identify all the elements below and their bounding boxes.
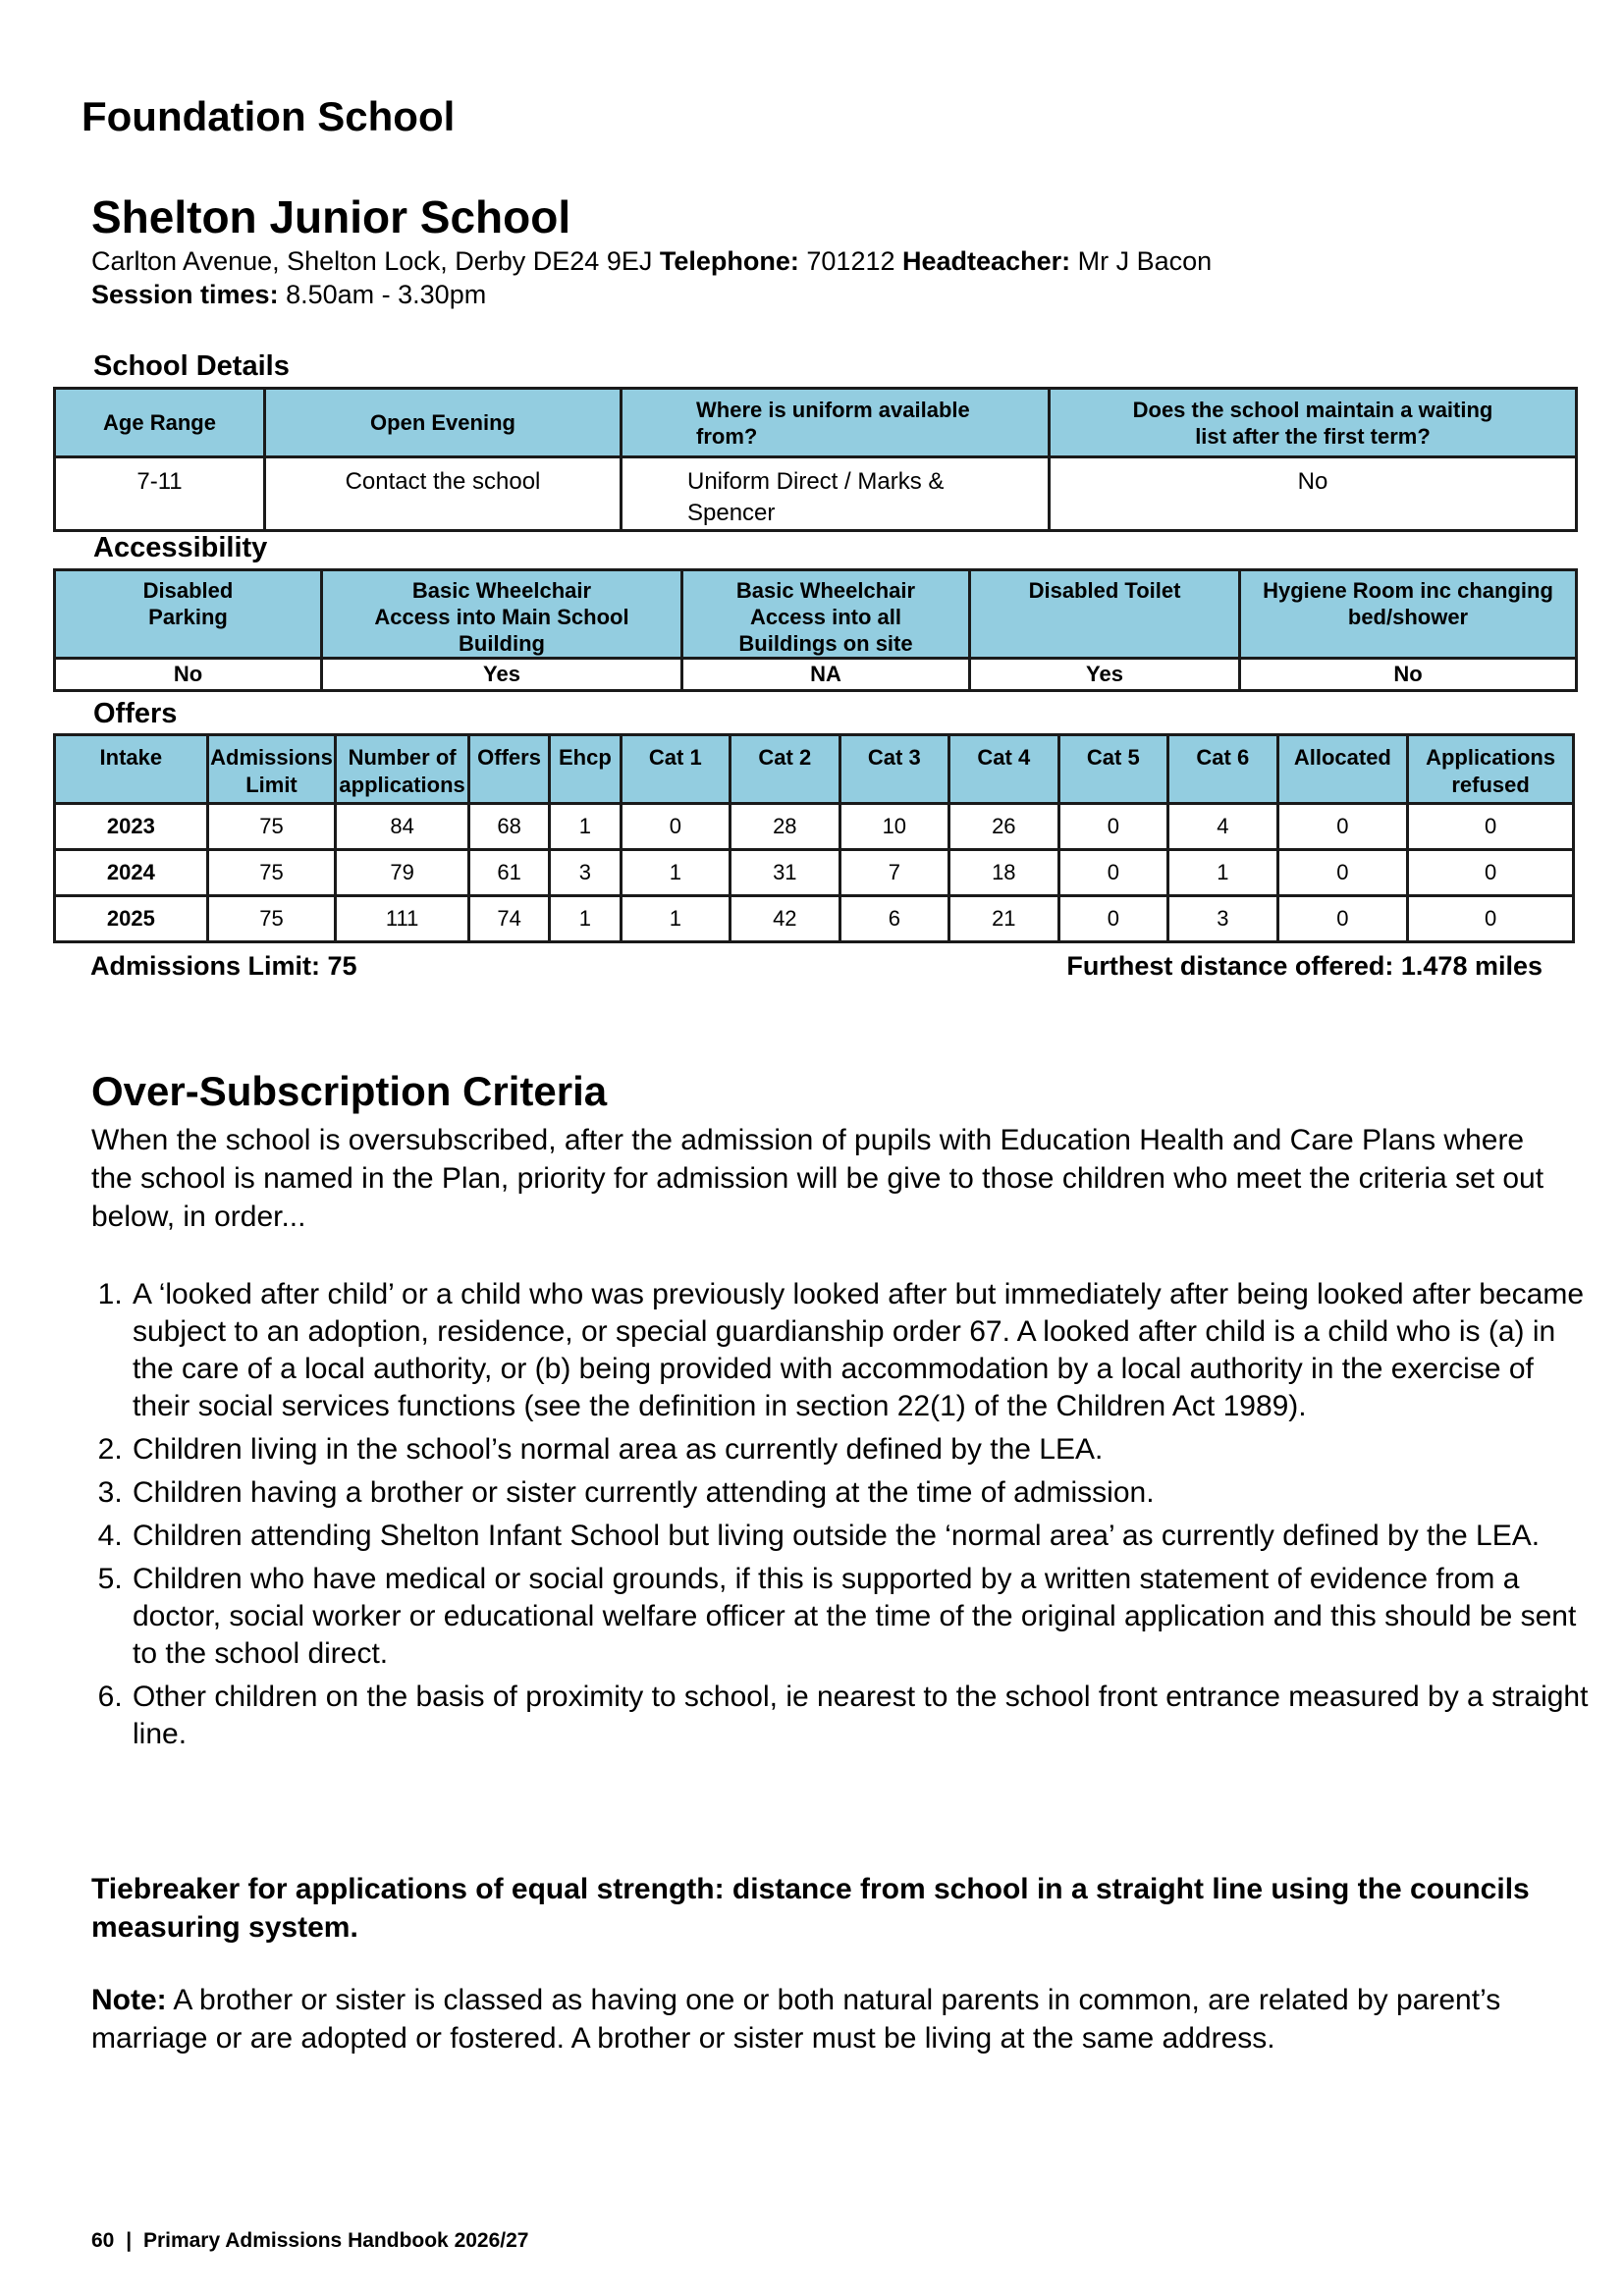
- page-header: Foundation School: [81, 93, 456, 139]
- accessibility-value: Yes: [322, 659, 682, 691]
- session-label: Session times:: [91, 280, 279, 309]
- offers-cell: 10: [839, 804, 949, 850]
- offers-header: Cat 2: [731, 735, 840, 804]
- offers-cell: 79: [336, 850, 469, 896]
- offers-table: [53, 733, 1575, 943]
- accessibility-table: [53, 568, 1578, 692]
- offers-cell: 28: [731, 804, 840, 850]
- offers-cell: 75: [207, 804, 336, 850]
- offers-cell: 0: [1058, 896, 1168, 942]
- accessibility-header: Disabled Toilet: [970, 570, 1240, 659]
- offers-cell: 3: [550, 850, 621, 896]
- offers-header: Allocated: [1277, 735, 1408, 804]
- offers-cell: 1: [621, 850, 731, 896]
- offers-header: Applications refused: [1408, 735, 1574, 804]
- offers-cell: 0: [1277, 850, 1408, 896]
- offers-cell: 0: [621, 804, 731, 850]
- offers-cell: 84: [336, 804, 469, 850]
- headteacher-value: Mr J Bacon: [1077, 246, 1213, 276]
- offers-cell: 0: [1408, 896, 1574, 942]
- note-paragraph: [91, 1981, 1554, 2057]
- offers-cell: 75: [207, 850, 336, 896]
- offers-cell: 2025: [55, 896, 208, 942]
- offers-row: [55, 896, 1574, 942]
- details-value: Contact the school: [265, 457, 622, 531]
- admissions-limit: Admissions Limit: 75: [90, 951, 357, 981]
- details-header: Does the school maintain a waiting list after the first term?: [1050, 389, 1577, 457]
- details-value: 7-11: [55, 457, 265, 531]
- criteria-intro: When the school is oversubscribed, after the admission of pupils with Education Health and Care Plans where the school is named in the Plan, priority for admission will be give to those children who meet the criteria set out below, in order...: [91, 1124, 1544, 1233]
- offers-cell: 0: [1058, 850, 1168, 896]
- details-header: Open Evening: [265, 389, 622, 457]
- school-name: Shelton Junior School: [91, 191, 571, 242]
- details-title: School Details: [93, 350, 290, 382]
- offers-header: Cat 1: [621, 735, 731, 804]
- offers-cell: 26: [949, 804, 1059, 850]
- note-label: Note:: [91, 1984, 167, 2016]
- telephone-value: 701212: [806, 246, 895, 276]
- accessibility-value: No: [55, 659, 322, 691]
- offers-cell: 0: [1408, 850, 1574, 896]
- offers-header: Cat 6: [1168, 735, 1278, 804]
- offers-cell: 1: [1168, 850, 1278, 896]
- offers-cell: 18: [949, 850, 1059, 896]
- accessibility-value: Yes: [970, 659, 1240, 691]
- offers-cell: 75: [207, 896, 336, 942]
- offers-cell: 0: [1408, 804, 1574, 850]
- offers-header: Cat 4: [949, 735, 1059, 804]
- offers-cell: 74: [468, 896, 549, 942]
- offers-cell: 0: [1277, 896, 1408, 942]
- headteacher-label: Headteacher:: [902, 246, 1071, 276]
- session-value: 8.50am - 3.30pm: [286, 280, 487, 309]
- offers-cell: 6: [839, 896, 949, 942]
- offers-cell: 1: [550, 896, 621, 942]
- offers-cell: 31: [731, 850, 840, 896]
- criteria-list: [91, 1276, 1594, 1759]
- offers-cell: 1: [621, 896, 731, 942]
- footer-separator: |: [126, 2229, 133, 2252]
- offers-row: [55, 850, 1574, 896]
- details-value: No: [1050, 457, 1577, 531]
- offers-cell: 1: [550, 804, 621, 850]
- school-contact: [91, 244, 1564, 311]
- page-footer: [91, 2229, 528, 2253]
- accessibility-value: NA: [682, 659, 970, 691]
- offers-header: Intake: [55, 735, 208, 804]
- criteria-item: 2. Children living in the school’s normal area as currently defined by the LEA.: [131, 1431, 1594, 1468]
- note-text: A brother or sister is classed as having one or both natural parents in common, are related by parent’s marriage or are adopted or fostered. A brother or sister must be living at the same address.: [91, 1984, 1501, 2055]
- accessibility-value: No: [1240, 659, 1577, 691]
- offers-cell: 42: [731, 896, 840, 942]
- offers-cell: 21: [949, 896, 1059, 942]
- offers-header: Number of applications: [336, 735, 469, 804]
- criteria-item: 4. Children attending Shelton Infant School but living outside the ‘normal area’ as currently defined by the LEA.: [131, 1518, 1594, 1555]
- offers-cell: 2023: [55, 804, 208, 850]
- details-header: Where is uniform available from?: [622, 389, 1050, 457]
- page-number: 60: [91, 2229, 115, 2252]
- accessibility-header: Disabled Parking: [55, 570, 322, 659]
- offers-cell: 0: [1277, 804, 1408, 850]
- accessibility-title: Accessibility: [93, 532, 268, 563]
- telephone-label: Telephone:: [659, 246, 799, 276]
- criteria-title: Over-Subscription Criteria: [91, 1068, 608, 1114]
- offers-cell: 4: [1168, 804, 1278, 850]
- details-value: Uniform Direct / Marks & Spencer: [622, 457, 1050, 531]
- furthest-distance: Furthest distance offered: 1.478 miles: [1066, 951, 1543, 981]
- offers-header: Ehcp: [550, 735, 621, 804]
- offers-cell: 2024: [55, 850, 208, 896]
- accessibility-header: Hygiene Room inc changing bed/shower: [1240, 570, 1577, 659]
- criteria-item: 6. Other children on the basis of proximity to school, ie nearest to the school front entrance measured by a straight line.: [131, 1679, 1594, 1753]
- tiebreaker-text: Tiebreaker for applications of equal strength: distance from school in a straight line using the councils measuring system.: [91, 1873, 1530, 1944]
- offers-cell: 111: [336, 896, 469, 942]
- offers-title: Offers: [93, 698, 178, 729]
- offers-header: Cat 5: [1058, 735, 1168, 804]
- accessibility-header: Basic Wheelchair Access into all Buildings on site: [682, 570, 970, 659]
- footer-title: Primary Admissions Handbook 2026/27: [142, 2229, 529, 2252]
- offers-header: Offers: [468, 735, 549, 804]
- offers-cell: 0: [1058, 804, 1168, 850]
- offers-header: Cat 3: [839, 735, 949, 804]
- criteria-item: 1. A ‘looked after child’ or a child who was previously looked after but immediately after being looked after became subject to an adoption, residence, or special guardianship order 67. A looked after child is a child who is (a) in the care of a local authority, or (b) being provided with accommodation by a local authority in the exercise of their social services functions (see the definition in section 22(1) of the Children Act 1989).: [131, 1276, 1594, 1425]
- offers-header: Admissions Limit: [207, 735, 336, 804]
- school-details-table: [53, 387, 1578, 532]
- school-address: Carlton Avenue, Shelton Lock, Derby DE24 9EJ: [91, 246, 653, 276]
- offers-cell: 68: [468, 804, 549, 850]
- offers-cell: 7: [839, 850, 949, 896]
- offers-cell: 3: [1168, 896, 1278, 942]
- criteria-item: 3. Children having a brother or sister currently attending at the time of admission.: [131, 1474, 1594, 1512]
- offers-row: [55, 804, 1574, 850]
- criteria-item: 5. Children who have medical or social grounds, if this is supported by a written statement of evidence from a doctor, social worker or educational welfare officer at the time of the original application and this should be sent to the school direct.: [131, 1561, 1594, 1673]
- offers-cell: 61: [468, 850, 549, 896]
- accessibility-header: Basic Wheelchair Access into Main School Building: [322, 570, 682, 659]
- details-header: Age Range: [55, 389, 265, 457]
